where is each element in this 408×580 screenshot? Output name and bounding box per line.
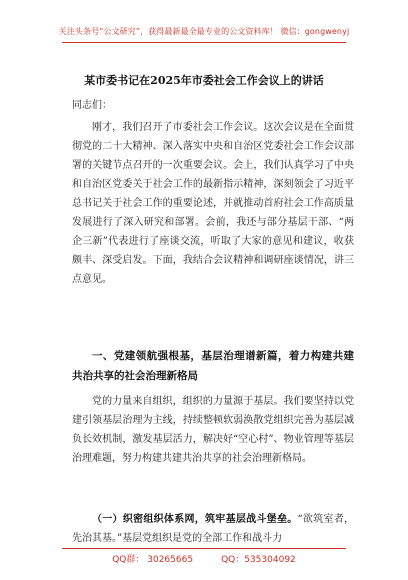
paragraph-2: 党的力量来自组织，组织的力量源于基层。我们要坚持以党建引领基层治理为主线，持续整顿软弱涣散党组织完善为基层减负长效机制，激发基层活力，解决好“空心村”、物业管理等基层治理难题，努力构建共建共治共享的社会治理新格局。 [72, 396, 354, 464]
subsection-line-1 [72, 510, 354, 548]
footer-divider [62, 548, 346, 549]
document-title: 某市委书记在2025年市委社会工作会议上的讲话 [84, 74, 324, 87]
section-heading-1: 一、党建领航强根基，基层治理谱新篇，着力构建共建共治共享的社会治理新格局 [72, 350, 354, 382]
header-banner: 关注头条号“公文研究”，获得最新最全最专业的公文资料库！ 微信：gongwenyj [58, 27, 350, 36]
footer-banner [0, 552, 408, 565]
footer-qq-group: QQ群： 30265665 [112, 555, 194, 565]
paragraph-1: 刚才，我们召开了市委社会工作会议。这次会议是在全面贯彻党的二十大精神、深入落实中央和自治区党委社会工作会议部署的关键节点召开的一次重要会议。会上，我们认真学习了中央和自治区党委关于社会工作的最新指示精神，深刻领会了习近平总书记关于社会工作的重要论述，并就推动首府社会工作高质量发展进行了深入研究和部署。会前，我还与部分基层干部、“两企三新”代表进行了座谈交流，听取了大家的意见和建议，收获颇丰、深受启发。下面，我结合会议精神和调研座谈情况，讲三点意见。 [72, 122, 354, 285]
subsection-text-1: “欲筑室者，先治其基。”基层党组织是党的全部工作和战斗力 [72, 514, 354, 544]
subsection-heading-1: （一）织密组织体系网，筑牢基层战斗堡垒。 [92, 514, 298, 525]
header-divider [62, 42, 346, 43]
salutation: 同志们： [72, 100, 112, 111]
footer-qq-contact: QQ：535304092 [221, 555, 296, 565]
